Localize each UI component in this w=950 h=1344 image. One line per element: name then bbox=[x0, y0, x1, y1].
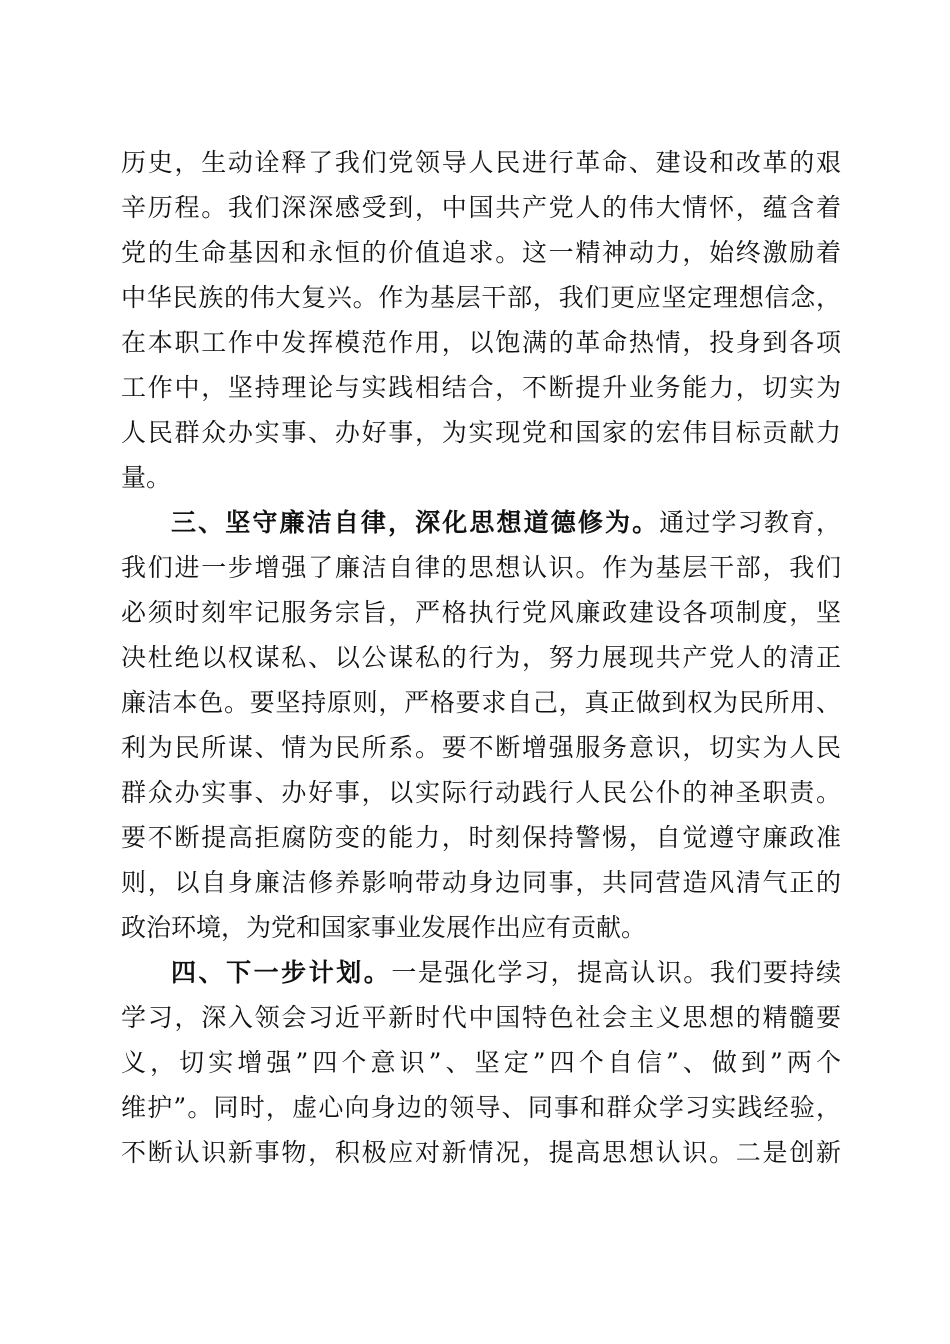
paragraph-line: 我们进一步增强了廉洁自律的思想认识。作为基层干部，我们 bbox=[121, 553, 841, 582]
paragraph-line: 义，切实增强”四个意识”、坚定”四个自信”、做到”两个 bbox=[121, 1048, 841, 1077]
paragraph-line: 辛历程。我们深深感受到，中国共产党人的伟大情怀，蕴含着 bbox=[121, 193, 841, 222]
section-first-line-text: 一是强化学习，提高认识。我们要持续 bbox=[391, 958, 841, 987]
paragraph-line: 要不断提高拒腐防变的能力，时刻保持警惕，自觉遵守廉政准 bbox=[121, 823, 841, 852]
paragraph-line: 党的生命基因和永恒的价值追求。这一精神动力，始终激励着 bbox=[121, 238, 841, 267]
paragraph-line: 工作中，坚持理论与实践相结合，不断提升业务能力，切实为 bbox=[121, 373, 841, 402]
section-first-line bbox=[171, 503, 841, 543]
paragraph-line: 人民群众办实事、办好事，为实现党和国家的宏伟目标贡献力 bbox=[121, 418, 841, 447]
paragraph-line: 维护”。同时，虚心向身边的领导、同事和群众学习实践经验， bbox=[121, 1093, 841, 1122]
paragraph-line: 量。 bbox=[121, 463, 172, 492]
paragraph-line: 不断认识新事物，积极应对新情况，提高思想认识。二是创新 bbox=[121, 1138, 841, 1167]
section-first-line bbox=[171, 953, 841, 993]
paragraph-line: 必须时刻牢记服务宗旨，严格执行党风廉政建设各项制度，坚 bbox=[121, 598, 841, 627]
section-first-line-text: 通过学习教育， bbox=[659, 508, 841, 537]
paragraph-line: 在本职工作中发挥模范作用，以饱满的革命热情，投身到各项 bbox=[121, 328, 841, 357]
paragraph-line: 则，以自身廉洁修养影响带动身边同事，共同营造风清气正的 bbox=[121, 868, 841, 897]
paragraph-line: 廉洁本色。要坚持原则，严格要求自己，真正做到权为民所用、 bbox=[121, 688, 841, 717]
paragraph-line: 学习，深入领会习近平新时代中国特色社会主义思想的精髓要 bbox=[121, 1003, 841, 1032]
paragraph-line: 中华民族的伟大复兴。作为基层干部，我们更应坚定理想信念， bbox=[121, 283, 841, 312]
paragraph-line: 政治环境，为党和国家事业发展作出应有贡献。 bbox=[121, 913, 647, 942]
section-heading: 三、坚守廉洁自律，深化思想道德修为。 bbox=[171, 508, 660, 537]
paragraph-line: 群众办实事、办好事，以实际行动践行人民公仆的神圣职责。 bbox=[121, 778, 841, 807]
section-heading: 四、下一步计划。 bbox=[171, 958, 392, 987]
paragraph-line: 决杜绝以权谋私、以公谋私的行为，努力展现共产党人的清正 bbox=[121, 643, 841, 672]
paragraph-line: 利为民所谋、情为民所系。要不断增强服务意识，切实为人民 bbox=[121, 733, 841, 762]
paragraph-line: 历史，生动诠释了我们党领导人民进行革命、建设和改革的艰 bbox=[121, 148, 841, 177]
